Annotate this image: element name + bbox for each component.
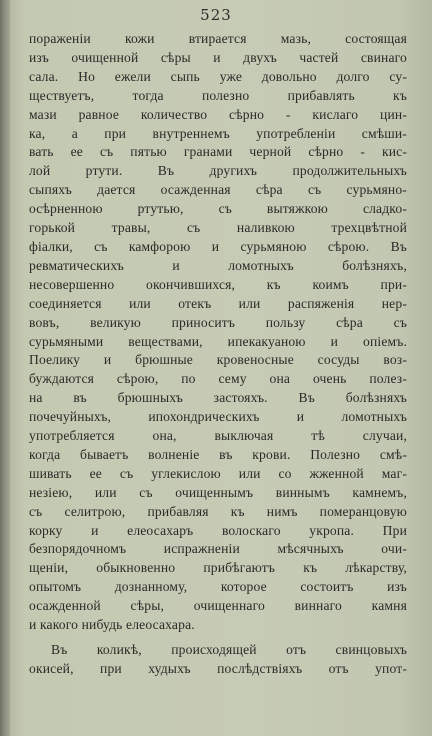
text-line: осѣрненною ртутью, съ вытяжкою сладко- xyxy=(29,201,407,217)
text-line: и какого нибудь елеосахара. xyxy=(29,617,195,633)
text-line: ществуетъ, тогда полезно прибавлять къ xyxy=(29,87,407,103)
text-line: Въ коликѣ, происходящей отъ свинцовыхъ xyxy=(51,642,407,657)
text-line: буждаются сѣрою, по сему она очень полез- xyxy=(29,371,407,387)
page-text xyxy=(29,30,407,679)
text-line: безпорядочномъ испражненіи мѣсячныхъ очи- xyxy=(29,541,407,557)
text-line: употребляется она, выключая тѣ случаи, xyxy=(29,428,407,444)
text-line: пораженіи кожи втирается мазь, состоящая xyxy=(29,31,407,46)
text-line: вовъ, великую приноситъ пользу сѣра съ xyxy=(29,314,407,330)
text-line: лой ртути. Въ другихъ продолжительныхъ xyxy=(29,163,407,179)
text-line: на въ брюшныхъ застояхъ. Въ болѣзняхъ xyxy=(29,390,407,406)
text-line: сала. Но ежели сыпь уже довольно долго су- xyxy=(29,68,407,84)
text-line: вать ее съ пятью гранами черной сѣрно - кис- xyxy=(29,144,407,160)
text-line: Поелику и брюшные кровеносные сосуды воз- xyxy=(29,352,407,368)
paragraph-1 xyxy=(29,30,407,635)
text-line: щеніи, обыкновенно прибѣгаютъ къ лѣкарству, xyxy=(29,560,407,576)
text-line: изъ очищенной сѣры и двухъ частей свинаго xyxy=(29,49,407,65)
text-line: мази равное количество сѣрно - кислаго цин- xyxy=(29,106,407,122)
text-line: незіею, или съ очищеннымъ виннымъ камнемъ, xyxy=(29,484,407,500)
page-gutter-shadow xyxy=(0,0,10,736)
text-line: ревматическихъ и ломотныхъ болѣзняхъ, xyxy=(29,257,407,273)
text-line: сыпяхъ дается осажденная сѣра съ сурьмяно- xyxy=(29,182,407,198)
text-line: почечуйныхъ, ипохондрическихъ и ломотныхъ xyxy=(29,409,407,425)
text-line: осажденной сѣры, очищеннаго виннаго камня xyxy=(29,598,407,614)
text-line: ка, а при внутреннемъ употребленіи смѣши- xyxy=(29,125,407,141)
text-line: сурьмяными веществами, ипекакуаною и опіемъ. xyxy=(29,333,407,349)
text-line: когда бываетъ волненіе въ крови. Полезно смѣ- xyxy=(29,446,407,462)
text-line: окисей, при худыхъ послѣдствіяхъ отъ упот- xyxy=(29,660,407,676)
text-line: съ селитрою, прибавляя къ нимъ померанцовую xyxy=(29,503,407,519)
page-number: 523 xyxy=(200,6,232,24)
text-line: фіалки, съ камфорою и сурьмяною сѣрою. Въ xyxy=(29,238,407,254)
text-line: опытомъ дознанному, которое состоитъ изъ xyxy=(29,579,407,595)
text-line: корку и елеосахаръ волоскаго укропа. При xyxy=(29,522,407,538)
paragraph-2 xyxy=(29,641,407,679)
text-line: горькой травы, съ наливкою трехцвѣтной xyxy=(29,220,407,236)
text-line: соединяется или отекъ или распяженія нер- xyxy=(29,295,407,311)
text-line: шивать ее съ углекислою или со жженной маг- xyxy=(29,465,407,481)
text-line: несовершенно окончившихся, къ коимъ при- xyxy=(29,276,407,292)
